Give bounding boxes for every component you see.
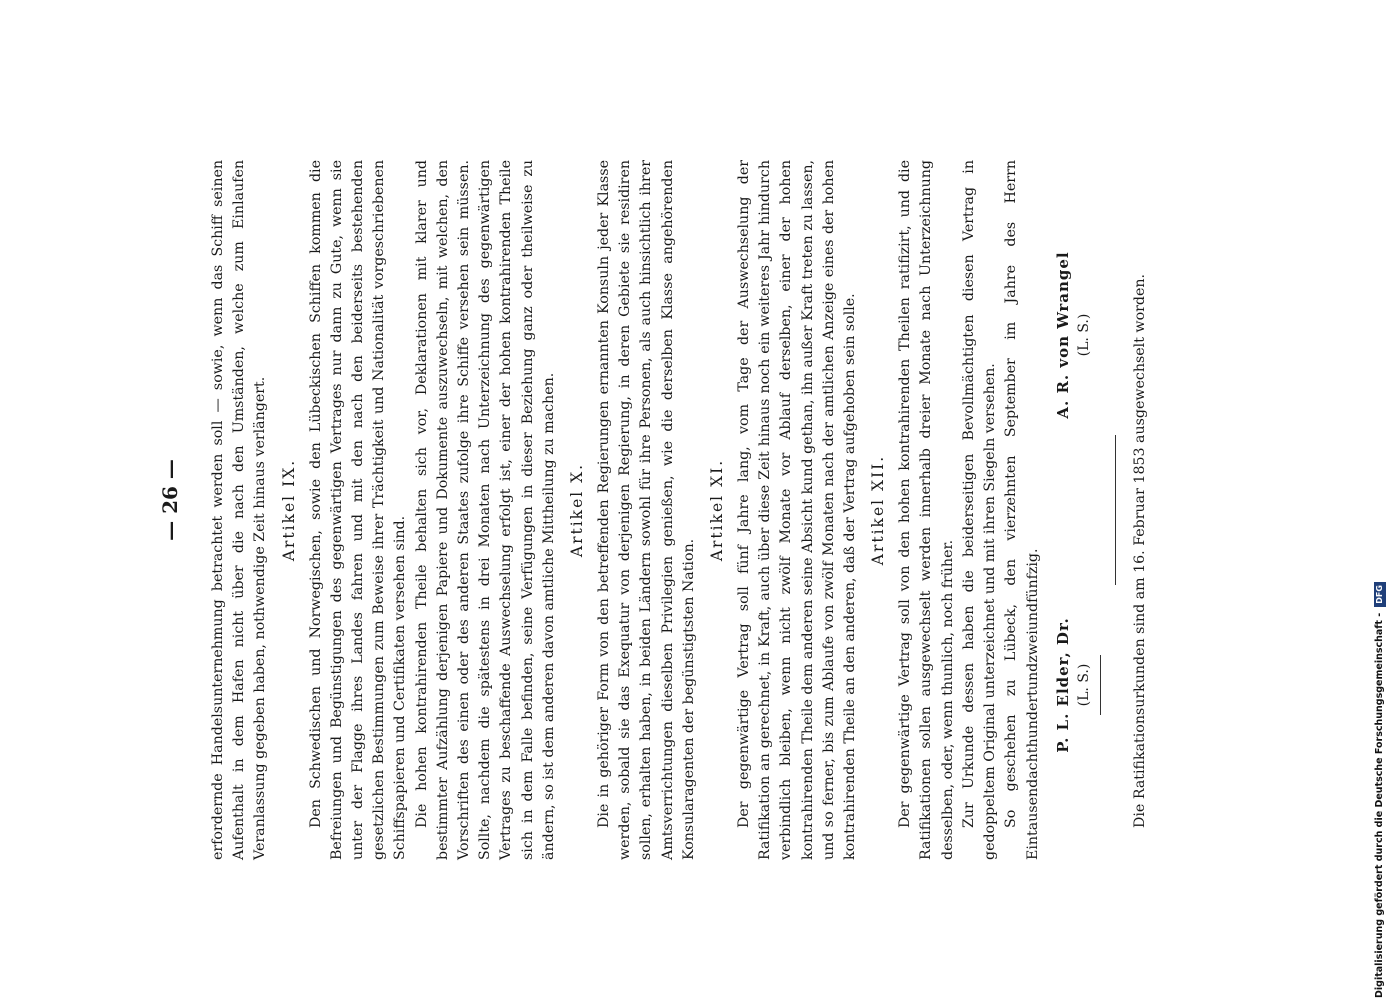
signatory-name: P. L. Elder, Dr. (1053, 617, 1072, 753)
credit-text: Digitalisierung gefördert durch die Deutsche Forschungsgemeinschaft - (1374, 612, 1385, 998)
article-12-paragraph-3: So geschehen zu Lübeck, den vierzehnten September im Jahre des Herrn Eintausendachthundertundzweiundfünfzig. (1003, 160, 1041, 860)
digitization-credit (1373, 8, 1387, 998)
dfg-logo: DFG (1374, 582, 1386, 607)
article-9-heading: Artikel IX. (279, 458, 298, 562)
article-12-paragraph-1: Der gegenwärtige Vertrag soll von den hohen kontrahirenden Theilen ratifizirt, und die Ratifikationen sollen ausgewechselt werden innerhalb dreier Monate nach Unterzeichnung desselben, oder, wenn thunlich, noch früher. (897, 160, 956, 860)
article-9-paragraph-2: Die hohen kontrahirenden Theile behalten sich vor, Deklarationen mit klarer und bestimmter Aufzählung derjenigen Papiere und Dokumente auszuwechseln, mit welchen, den Vorschriften des einen oder des anderen Staates zufolge ihre Schiffe versehen sein müssen. Sollte, nachdem die spätestens in drei Monaten nach Unterzeichnung des gegenwärtigen Vertrages zu beschaffende Auswechselung erfolgt ist, einer der hohen kontrahirenden Theile sich in dem Falle befinden, seine Verfügungen in dieser Beziehung ganz oder theilweise zu ändern, so ist dem anderen davon amtliche Mittheilung zu machen. (413, 160, 557, 860)
signature-section (1052, 160, 1101, 860)
article-12-heading: Artikel XII. (869, 454, 888, 566)
document-page (150, 120, 1250, 880)
article-10-heading: Artikel X. (568, 462, 587, 558)
article-11-paragraph-1: Der gegenwärtige Vertrag soll fünf Jahre lang, vom Tage der Auswechselung der Ratifikation an gerechnet, in Kraft, auch über diese Zeit hinaus noch ein weiteres Jahr hindurch verbindlich bleiben, wenn nicht zwölf Monate vor Ablauf derselben, einer der hohen kontrahirenden Theile dem anderen seine Absicht kund gethan, ihn außer Kraft treten zu lassen, und so ferner, bis zum Ablaufe von zwölf Monaten nach der amtlichen Anzeige eines der hohen kontrahirenden Theile an den anderen, daß der Vertrag aufgehoben sein solle. (736, 160, 859, 860)
page-number: — 26 — (158, 459, 182, 541)
signatory-name: A. R. von Wrangel (1053, 251, 1072, 419)
article-11-heading: Artikel XI. (708, 458, 727, 562)
document-body (208, 160, 1151, 860)
section-divider (1115, 435, 1116, 585)
signature-block-right (1052, 205, 1101, 465)
seal-mark: (L. S.) (1075, 313, 1092, 357)
intro-paragraph: erfordernde Handelsunternehmung betrachtet werden soll — sowie, wenn das Schiff seinen Aufenthalt in dem Hafen nicht über die nach den Umständen, welche zum Einlaufen Veranlassung gegeben haben, nothwendige Zeit hinaus verlängert. (210, 160, 269, 860)
article-12-paragraph-2: Zur Urkunde dessen haben die beiderseitigen Bevollmächtigten diesen Vertrag in gedoppeltem Original unterzeichnet und mit ihren Siegeln versehen. (960, 160, 999, 860)
signature-block-left (1052, 555, 1101, 815)
article-9-paragraph-1: Den Schwedischen und Norwegischen, sowie den Lübeckischen Schiffen kommen die Befreiungen und Begünstigungen des gegenwärtigen Vertrages nur dann zu Gute, wenn sie unter der Flagge ihres Landes fahren und mit den nach den beiderseits bestehenden gesetzlichen Bestimmungen zum Beweise ihrer Trächtigkeit und Nationalität vorgeschriebenen Schiffspapieren und Certifikaten versehen sind. (307, 160, 409, 860)
signature-rule (1100, 655, 1101, 715)
article-10-paragraph-1: Die in gehöriger Form von den betreffenden Regierungen ernannten Konsuln jeder Klasse werden, sobald sie das Exequatur von derjenigen Regierung, in deren Gebiete sie residiren sollen, erhalten haben, in beiden Ländern sowohl für ihre Personen, als auch hinsichtlich ihrer Amtsverrichtungen dieselben Privilegien genießen, wie die derselben Klasse angehörenden Konsularagenten der begünstigtsten Nation. (596, 160, 697, 860)
seal-mark: (L. S.) (1075, 663, 1092, 707)
closing-note: Die Ratifikationsurkunden sind am 16. Februar 1853 ausgewechselt worden. (1131, 273, 1148, 828)
